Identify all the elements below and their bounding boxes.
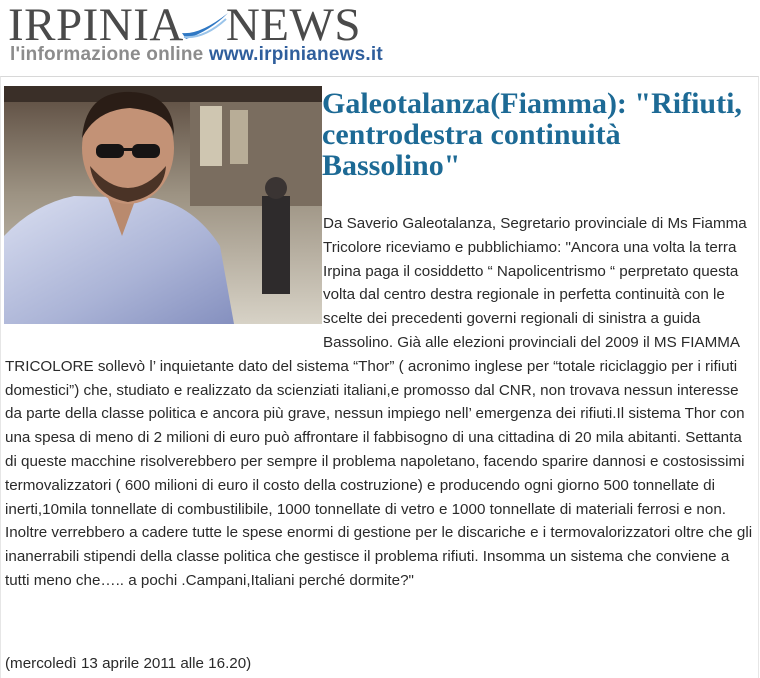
logo-text-news: NEWS — [225, 0, 361, 51]
site-logo[interactable] — [8, 0, 361, 51]
logo-text-irpinia: IRPINIA — [8, 0, 184, 51]
article-date: (mercoledì 13 aprile 2011 alle 16.20) — [5, 655, 252, 672]
site-masthead — [0, 0, 760, 76]
logo-swoosh-icon — [180, 5, 230, 45]
photo-float-spacer — [5, 212, 323, 341]
tagline-text: l'informazione online — [10, 44, 204, 65]
site-url[interactable]: www.irpinianews.it — [208, 44, 383, 65]
site-tagline — [10, 44, 383, 66]
article-paragraph: Da Saverio Galeotalanza, Segretario provinciale di Ms Fiamma Tricolore riceviamo e pubblichiamo: "Ancora una volta la terra Irpina paga il cosiddetto “ Napolicentrismo “ perpretato questa volta dal centro destra regionale in perfetta continuità con le scelte dei precedenti governi regionali di sinistra a guida Bassolino. Già alle elezioni provinciali del 2009 il MS FIAMMA TRICOLORE sollevò l’ inquietante dato del sistema “Thor” ( acronimo inglese per “totale riciclaggio per i rifiuti domestici”) che, studiato e realizzato da scienziati italiani,e promosso dal CNR, non trovava nessun interesse da parte della classe politica e ancora più grave, nessun impiego nell’ emergenza dei rifiuti.Il sistema Thor con una spesa di meno di 2 milioni di euro può affrontare il fabbisogno di una cittadina di 20 mila abitanti. Settanta di queste macchine risolverebbero per sempre il problema napoletano, facendo sparire dannosi e costosissimi termovalizzatori ( 600 milioni di euro il costo della costruzione) e producendo ogni giorno 500 tonnellate di inerti,10mila tonnellate di combustilibile, 1000 tonnellate di vetro e 1000 tonnellate di materiali ferrosi e non. Inoltre verrebbero a cadere tutte le spese enormi di gestione per le discariche e i termovalorizzatori oltre che gli inanerrabili stipendi della classe politica che gestisce il problema rifiuti. Insomma un sistema che conviene a tutti meno che….. a pochi .Campani,Italiani perché dormite?" — [5, 215, 753, 589]
article-title: Galeotalanza(Fiamma): "Rifiuti, centrodestra continuità Bassolino" — [322, 87, 742, 182]
article-body — [5, 212, 753, 593]
